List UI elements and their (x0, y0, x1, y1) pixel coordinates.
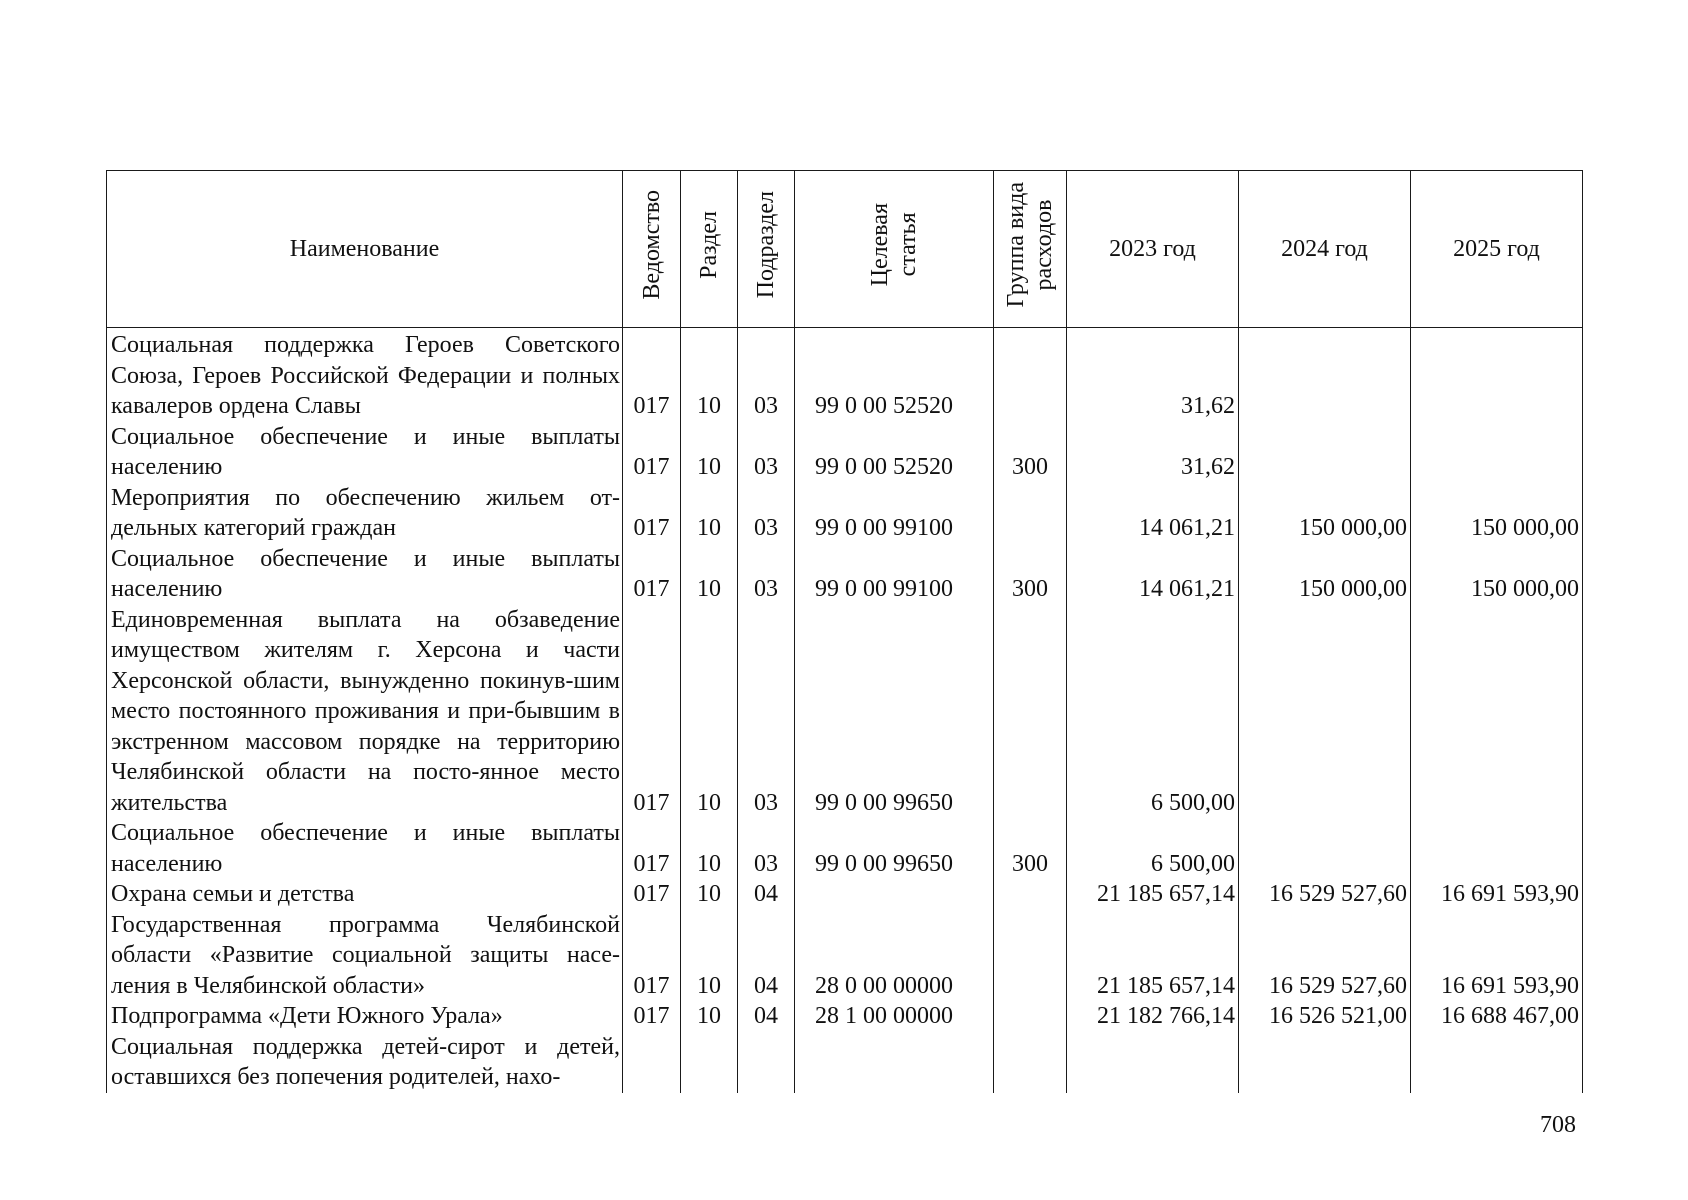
row-celevaya-statya: 99 0 00 99650 (795, 605, 994, 819)
row-podrazdel: 03 (738, 422, 795, 483)
row-2023: 14 061,21 (1067, 544, 1239, 605)
row-2023: 31,62 (1067, 422, 1239, 483)
row-gruppa (994, 910, 1067, 1002)
row-gruppa (994, 879, 1067, 910)
row-razdel: 10 (681, 818, 738, 879)
row-2024: 150 000,00 (1239, 544, 1411, 605)
row-2025: 16 691 593,90 (1411, 879, 1583, 910)
header-2025: 2025 год (1411, 171, 1583, 328)
row-celevaya-statya (795, 1032, 994, 1093)
row-2023: 31,62 (1067, 328, 1239, 422)
table-body (107, 328, 1583, 1093)
row-celevaya-statya: 99 0 00 99650 (795, 818, 994, 879)
row-ved: 017 (623, 910, 681, 1002)
row-gruppa: 300 (994, 544, 1067, 605)
row-podrazdel: 04 (738, 910, 795, 1002)
row-razdel: 10 (681, 879, 738, 910)
row-razdel: 10 (681, 1001, 738, 1032)
row-name: Мероприятия по обеспечению жильем от-дельных категорий граждан (107, 483, 623, 544)
row-celevaya-statya: 28 1 00 00000 (795, 1001, 994, 1032)
row-podrazdel: 03 (738, 483, 795, 544)
row-2023: 6 500,00 (1067, 818, 1239, 879)
row-razdel: 10 (681, 422, 738, 483)
row-ved: 017 (623, 879, 681, 910)
row-2023: 6 500,00 (1067, 605, 1239, 819)
row-gruppa (994, 605, 1067, 819)
row-2025 (1411, 1032, 1583, 1093)
row-2024 (1239, 1032, 1411, 1093)
header-celevaya-statya: Целевая статья (795, 171, 994, 328)
row-name: Социальное обеспечение и иные выплаты населению (107, 544, 623, 605)
row-gruppa (994, 328, 1067, 422)
header-ved: Ведомство (623, 171, 681, 328)
row-podrazdel: 04 (738, 879, 795, 910)
row-podrazdel: 03 (738, 605, 795, 819)
table-row (107, 422, 1583, 483)
row-gruppa: 300 (994, 422, 1067, 483)
row-2024: 150 000,00 (1239, 483, 1411, 544)
table-row (107, 1032, 1583, 1093)
row-2025: 16 688 467,00 (1411, 1001, 1583, 1032)
row-celevaya-statya: 99 0 00 99100 (795, 544, 994, 605)
header-2023: 2023 год (1067, 171, 1239, 328)
table-row (107, 910, 1583, 1002)
budget-table (106, 170, 1583, 1093)
header-name: Наименование (107, 171, 623, 328)
row-name: Государственная программа Челябинской области «Развитие социальной защиты насе-ления в Челябинской области» (107, 910, 623, 1002)
row-podrazdel (738, 1032, 795, 1093)
row-ved: 017 (623, 818, 681, 879)
table-header-row (107, 171, 1583, 328)
table-row (107, 879, 1583, 910)
row-ved: 017 (623, 483, 681, 544)
table-row (107, 328, 1583, 422)
row-2023: 21 185 657,14 (1067, 910, 1239, 1002)
row-razdel: 10 (681, 910, 738, 1002)
row-2025: 150 000,00 (1411, 483, 1583, 544)
row-2025 (1411, 605, 1583, 819)
row-2025 (1411, 328, 1583, 422)
row-razdel: 10 (681, 544, 738, 605)
row-name: Социальная поддержка детей-сирот и детей, оставшихся без попечения родителей, нахо- (107, 1032, 623, 1093)
row-name: Подпрограмма «Дети Южного Урала» (107, 1001, 623, 1032)
row-2024: 16 529 527,60 (1239, 879, 1411, 910)
row-2024 (1239, 605, 1411, 819)
row-celevaya-statya: 28 0 00 00000 (795, 910, 994, 1002)
table-row (107, 483, 1583, 544)
row-ved: 017 (623, 422, 681, 483)
row-gruppa (994, 483, 1067, 544)
row-2025 (1411, 818, 1583, 879)
row-name: Единовременная выплата на обзаведение имуществом жителям г. Херсона и части Херсонской области, вынужденно покинув-шим место постоянного проживания и при-бывшим в экстренном массовом порядке на территорию Челябинской области на посто-янное место жительства (107, 605, 623, 819)
row-2024: 16 529 527,60 (1239, 910, 1411, 1002)
row-gruppa (994, 1032, 1067, 1093)
row-name: Социальное обеспечение и иные выплаты населению (107, 818, 623, 879)
row-2024 (1239, 818, 1411, 879)
row-celevaya-statya: 99 0 00 52520 (795, 328, 994, 422)
row-2023: 21 182 766,14 (1067, 1001, 1239, 1032)
row-2024: 16 526 521,00 (1239, 1001, 1411, 1032)
page-number: 708 (1540, 1112, 1576, 1138)
row-2025 (1411, 422, 1583, 483)
table-row (107, 544, 1583, 605)
table-row (107, 818, 1583, 879)
row-2023 (1067, 1032, 1239, 1093)
row-podrazdel: 03 (738, 818, 795, 879)
row-ved: 017 (623, 1001, 681, 1032)
row-razdel: 10 (681, 605, 738, 819)
row-2023: 21 185 657,14 (1067, 879, 1239, 910)
row-podrazdel: 03 (738, 328, 795, 422)
row-celevaya-statya: 99 0 00 52520 (795, 422, 994, 483)
row-gruppa: 300 (994, 818, 1067, 879)
row-gruppa (994, 1001, 1067, 1032)
row-2024 (1239, 328, 1411, 422)
row-2023: 14 061,21 (1067, 483, 1239, 544)
row-ved: 017 (623, 605, 681, 819)
header-2024: 2024 год (1239, 171, 1411, 328)
row-name: Охрана семьи и детства (107, 879, 623, 910)
row-name: Социальная поддержка Героев Советского Союза, Героев Российской Федерации и полных кавалеров ордена Славы (107, 328, 623, 422)
row-name: Социальное обеспечение и иные выплаты населению (107, 422, 623, 483)
row-celevaya-statya (795, 879, 994, 910)
header-podrazdel: Подраздел (738, 171, 795, 328)
row-razdel: 10 (681, 328, 738, 422)
table-row (107, 1001, 1583, 1032)
header-gruppa-vida-rashodov: Группа вида расходов (994, 171, 1067, 328)
row-ved: 017 (623, 328, 681, 422)
row-razdel: 10 (681, 483, 738, 544)
header-razdel: Раздел (681, 171, 738, 328)
row-ved: 017 (623, 544, 681, 605)
row-podrazdel: 03 (738, 544, 795, 605)
row-2025: 16 691 593,90 (1411, 910, 1583, 1002)
table-row (107, 605, 1583, 819)
row-celevaya-statya: 99 0 00 99100 (795, 483, 994, 544)
row-ved (623, 1032, 681, 1093)
row-2025: 150 000,00 (1411, 544, 1583, 605)
row-razdel (681, 1032, 738, 1093)
row-podrazdel: 04 (738, 1001, 795, 1032)
row-2024 (1239, 422, 1411, 483)
